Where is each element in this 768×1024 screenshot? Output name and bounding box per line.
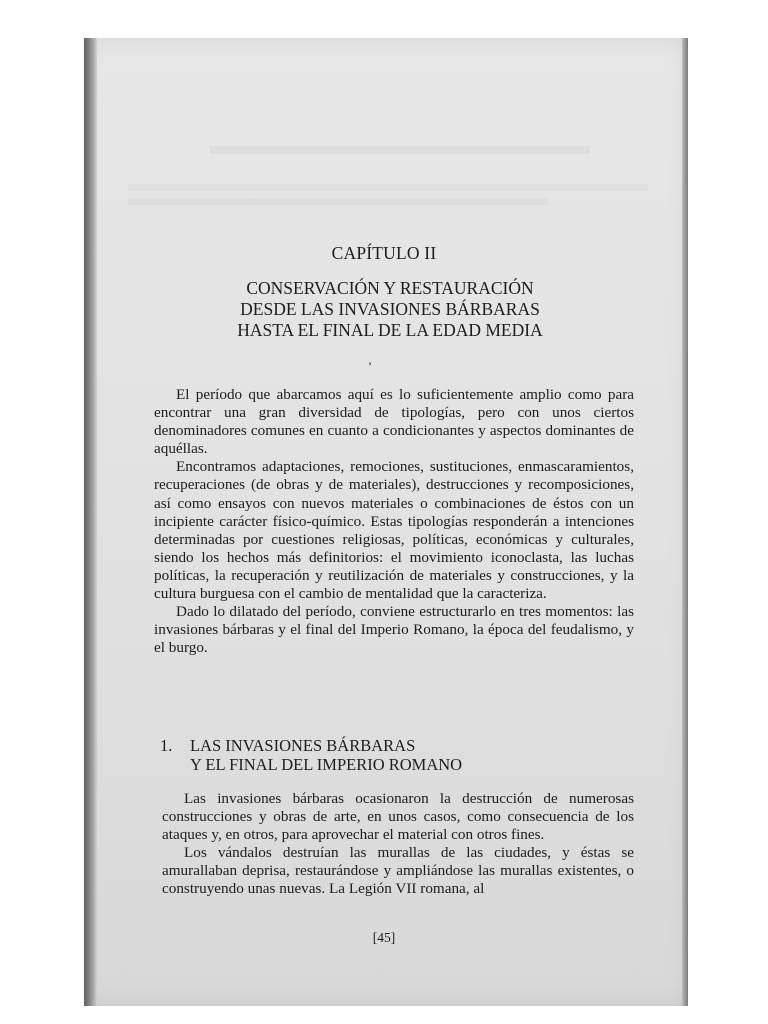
show-through-header bbox=[210, 146, 590, 154]
paragraph: Encontramos adaptaciones, remociones, sustituciones, enmascaramientos, recuperaciones (de obras y de materiales), destrucciones y recomposiciones, así como ensayos con nuevos materiales o combinaciones de éstos con un incipiente carácter físico-químico. Estas tipologías responderán a intenciones determinadas por cuestiones religiosas, políticas, económicas y culturales, siendo los hechos más definitorios: el movimiento iconoclasta, las luchas políticas, la recuperación y reutilización de materiales y construcciones, y la cultura burguesa con el cambio de mentalidad que la caracteriza. bbox=[154, 458, 634, 603]
chapter-title-line: DESDE LAS INVASIONES BÁRBARAS bbox=[240, 299, 540, 319]
paragraph: El período que abarcamos aquí es lo suficientemente amplio como para encontrar una gran diversidad de tipologías, pero con unos ciertos denominadores comunes en cuanto a condicionantes y aspectos dominantes de aquéllas. bbox=[154, 386, 634, 458]
chapter-title-line: HASTA EL FINAL DE LA EDAD MEDIA bbox=[237, 320, 543, 340]
section-title-line: LAS INVASIONES BÁRBARAS bbox=[190, 736, 416, 755]
chapter-title bbox=[180, 278, 600, 341]
stray-mark: ’ bbox=[368, 359, 372, 373]
show-through-line bbox=[128, 198, 548, 205]
chapter-heading: CAPÍTULO II bbox=[331, 243, 437, 263]
paragraph: Dado lo dilatado del período, conviene estructurarlo en tres momentos: las invasiones bárbaras y el final del Imperio Romano, la época del feudalismo, y el burgo. bbox=[154, 603, 634, 657]
section-heading bbox=[160, 736, 462, 774]
section-title-line: Y EL FINAL DEL IMPERIO ROMANO bbox=[190, 755, 463, 774]
paragraph: Los vándalos destruían las murallas de las ciudades, y éstas se amurallaban deprisa, restaurándose y ampliándose las murallas existentes, o construyendo unas nuevas. La Legión VII romana, al bbox=[162, 844, 634, 898]
show-through-line bbox=[128, 184, 648, 191]
paragraph: Las invasiones bárbaras ocasionaron la destrucción de numerosas construcciones y obras de arte, en unos casos, como consecuencia de los ataques y, en otros, para aprovechar el material con otros fines. bbox=[162, 790, 634, 844]
page-spine-shadow bbox=[84, 38, 97, 1006]
page-edge-shadow bbox=[682, 38, 688, 1006]
page-number: [45] bbox=[372, 930, 396, 945]
chapter-title-line: CONSERVACIÓN Y RESTAURACIÓN bbox=[246, 278, 534, 298]
intro-text bbox=[154, 386, 634, 657]
section-number: 1. bbox=[160, 736, 173, 755]
section-text bbox=[162, 790, 634, 899]
